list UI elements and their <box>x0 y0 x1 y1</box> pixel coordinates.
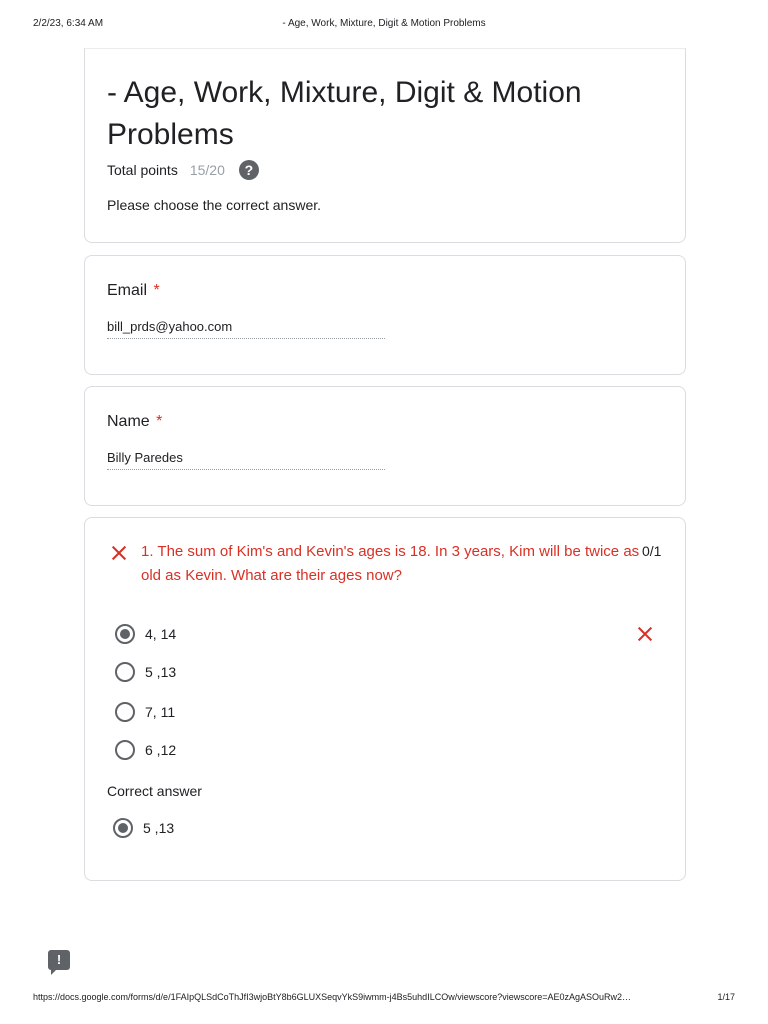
print-url: https://docs.google.com/forms/d/e/1FAIpQLSdCoThJfI3wjoBtY8b6GLUXSeqvYkS9iwmm-j4Bs5uhdILCOw/viewscore?viewscore=AE0zAgASOuRw2… <box>33 992 632 1002</box>
answer-option-label: 5 ,13 <box>145 664 177 680</box>
wrong-answer-x-icon <box>637 626 653 642</box>
print-doc-title: - Age, Work, Mixture, Digit & Motion Problems <box>282 18 486 29</box>
email-label <box>107 282 160 300</box>
form-header-card <box>84 48 686 243</box>
total-points-row <box>107 159 259 181</box>
answer-option-4 <box>115 739 176 761</box>
correct-answer-label: 5 ,13 <box>143 820 175 836</box>
total-points-value: 15/20 <box>189 162 225 178</box>
correct-answer-heading: Correct answer <box>107 783 202 799</box>
name-label <box>107 413 162 431</box>
answer-option-1 <box>115 623 176 645</box>
correct-answer-option <box>113 817 174 839</box>
print-datetime: 2/2/23, 6:34 AM <box>33 18 104 29</box>
question-circle-icon[interactable]: ? <box>239 160 259 180</box>
answer-option-label: 4, 14 <box>145 626 177 642</box>
question-1-card <box>84 517 686 881</box>
radio-unselected-icon <box>115 740 135 760</box>
name-question-card <box>84 386 686 506</box>
required-asterisk: * <box>156 413 163 430</box>
radio-selected-icon <box>113 818 133 838</box>
close-x-icon <box>111 545 127 561</box>
name-field: Billy Paredes <box>107 450 385 470</box>
print-footer <box>0 992 768 1006</box>
radio-selected-icon <box>115 624 135 644</box>
answer-option-label: 6 ,12 <box>145 742 177 758</box>
print-header <box>0 18 768 32</box>
print-page-number: 1/17 <box>717 992 735 1002</box>
required-asterisk: * <box>153 282 160 299</box>
answer-option-3 <box>115 701 175 723</box>
form-description: Please choose the correct answer. <box>107 197 322 213</box>
radio-unselected-icon <box>115 702 135 722</box>
answer-option-2 <box>115 661 176 683</box>
question-1-text: 1. The sum of Kim's and Kevin's ages is 18. In 3 years, Kim will be twice as old as Kevin. What are their ages now? <box>141 543 640 584</box>
email-label-text: Email <box>107 282 148 299</box>
radio-unselected-icon <box>115 662 135 682</box>
name-label-text: Name <box>107 413 150 430</box>
form-title: - Age, Work, Mixture, Digit & Motion Problems <box>107 76 582 151</box>
email-field: bill_prds@yahoo.com <box>107 319 385 339</box>
total-points-label: Total points <box>107 162 178 178</box>
report-feedback-icon[interactable]: ! <box>48 950 70 970</box>
question-1-score: 0/1 <box>642 543 662 559</box>
answer-option-label: 7, 11 <box>145 704 176 720</box>
email-question-card <box>84 255 686 375</box>
